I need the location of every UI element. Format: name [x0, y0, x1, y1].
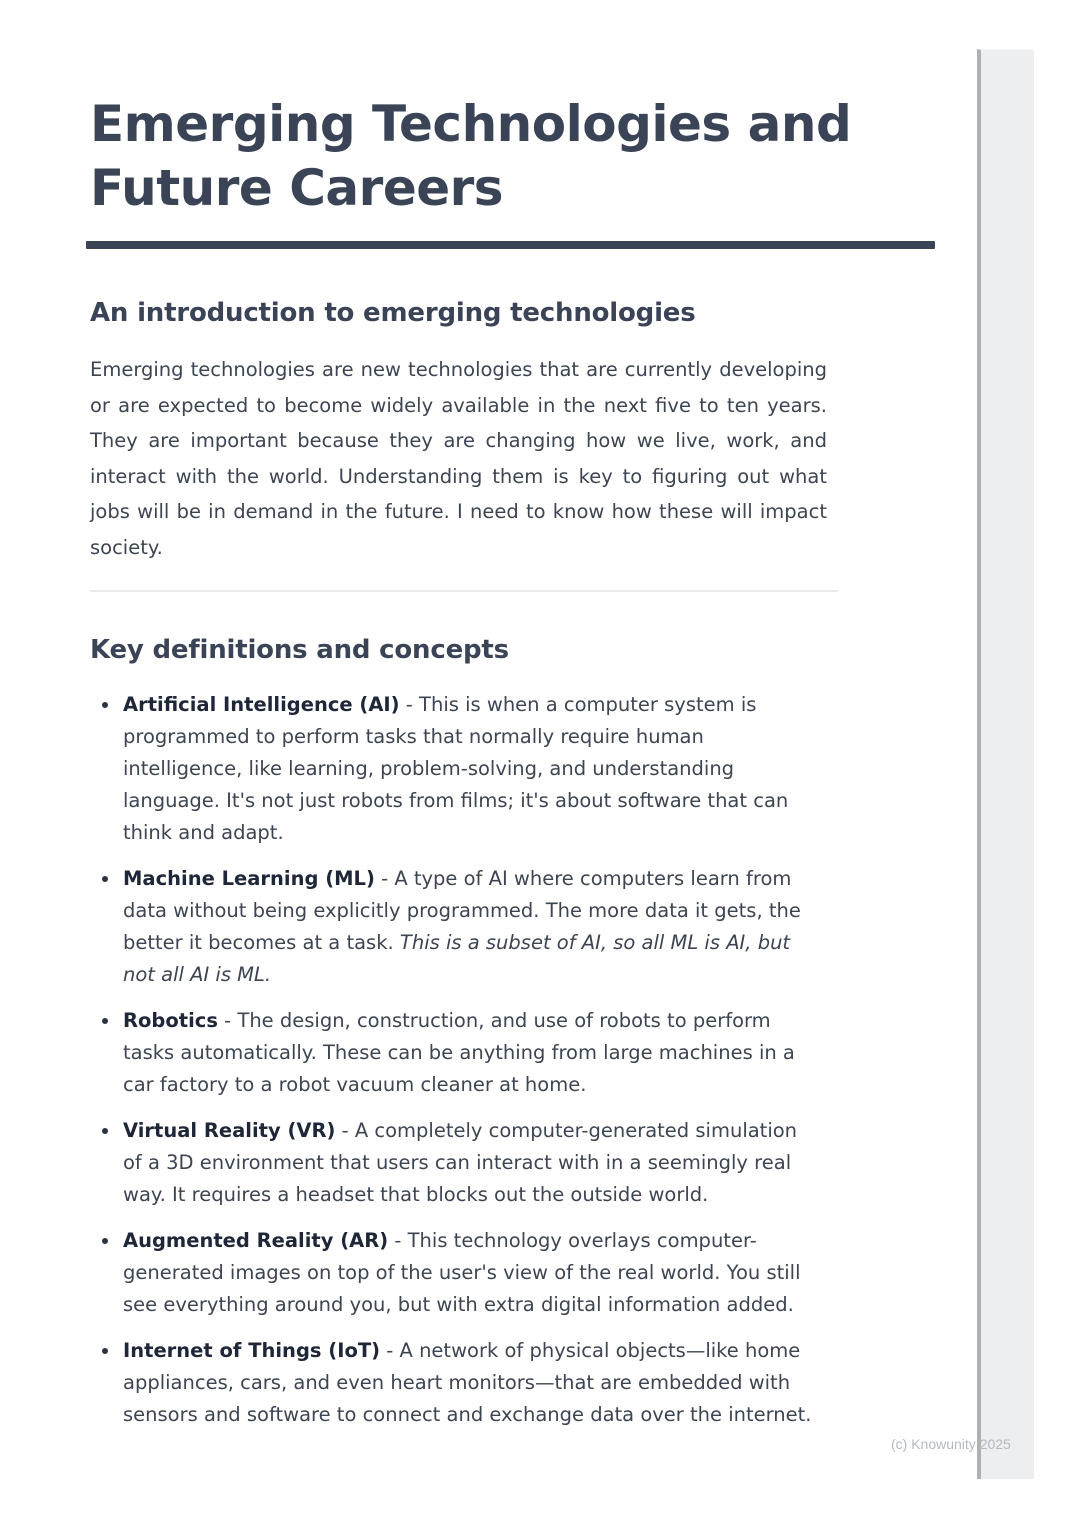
introduction-paragraph: Emerging technologies are new technologies that are currently developing or are expected to become widely available in the next five to ten years. They are important because they are changing how we live, work, and interact with the world. Understanding them is key to figuring out what jobs will be in demand in the future. I need to know how these will impact society. — [90, 358, 827, 559]
term-augmented-reality: Augmented Reality (AR) — [123, 1229, 389, 1252]
section-heading-definitions: Key definitions and concepts — [90, 635, 509, 665]
list-item-robotics — [123, 1005, 815, 1101]
term-machine-learning: Machine Learning (ML) — [123, 867, 375, 890]
section-heading-introduction: An introduction to emerging technologies — [90, 298, 696, 328]
page-title: Emerging Technologies and Future Careers — [90, 95, 852, 217]
definition-text: This is when a computer system is programmed to perform tasks that normally require human intelligence, like learning, problem-solving, and understanding language. It's not just robots from films; it's about software that can think and adapt. — [123, 693, 789, 844]
list-item-virtual-reality — [123, 1115, 815, 1211]
next-page-edge — [977, 49, 1034, 1479]
dash-separator: - — [386, 1339, 394, 1362]
term-internet-of-things: Internet of Things (IoT) — [123, 1339, 381, 1362]
definitions-list — [90, 689, 935, 1431]
section-divider — [90, 590, 838, 592]
dash-separator: - — [341, 1119, 349, 1142]
term-robotics: Robotics — [123, 1009, 218, 1032]
document-page — [90, 0, 935, 1445]
definition-text: A completely computer-generated simulation of a 3D environment that users can interact with in a seemingly real way. It requires a headset that blocks out the outside world. — [123, 1119, 798, 1206]
list-item-internet-of-things — [123, 1335, 815, 1431]
term-virtual-reality: Virtual Reality (VR) — [123, 1119, 336, 1142]
title-rule — [86, 241, 935, 249]
dash-separator: - — [224, 1009, 232, 1032]
list-item-machine-learning — [123, 863, 815, 991]
term-artificial-intelligence: Artificial Intelligence (AI) — [123, 693, 400, 716]
definition-italic-text: This is a subset of AI, so all ML is AI, but not all AI is ML. — [123, 931, 791, 986]
watermark: (c) Knowunity 2025 — [891, 1436, 1011, 1452]
definition-text: A network of physical objects—like home appliances, cars, and even heart monitors—that are embedded with sensors and software to connect and exchange data over the internet. — [123, 1339, 812, 1426]
definition-text: The design, construction, and use of robots to perform tasks automatically. These can be anything from large machines in a car factory to a robot vacuum cleaner at home. — [123, 1009, 795, 1096]
definition-text: This technology overlays computer-generated images on top of the user's view of the real world. You still see everything around you, but with extra digital information added. — [123, 1229, 801, 1316]
list-item-artificial-intelligence — [123, 689, 815, 849]
dash-separator: - — [381, 867, 389, 890]
dash-separator: - — [394, 1229, 402, 1252]
definition-text: A type of AI where computers learn from data without being explicitly programmed. The more data it gets, the better it becomes at a task. — [123, 867, 801, 954]
dash-separator: - — [405, 693, 413, 716]
list-item-augmented-reality — [123, 1225, 815, 1321]
